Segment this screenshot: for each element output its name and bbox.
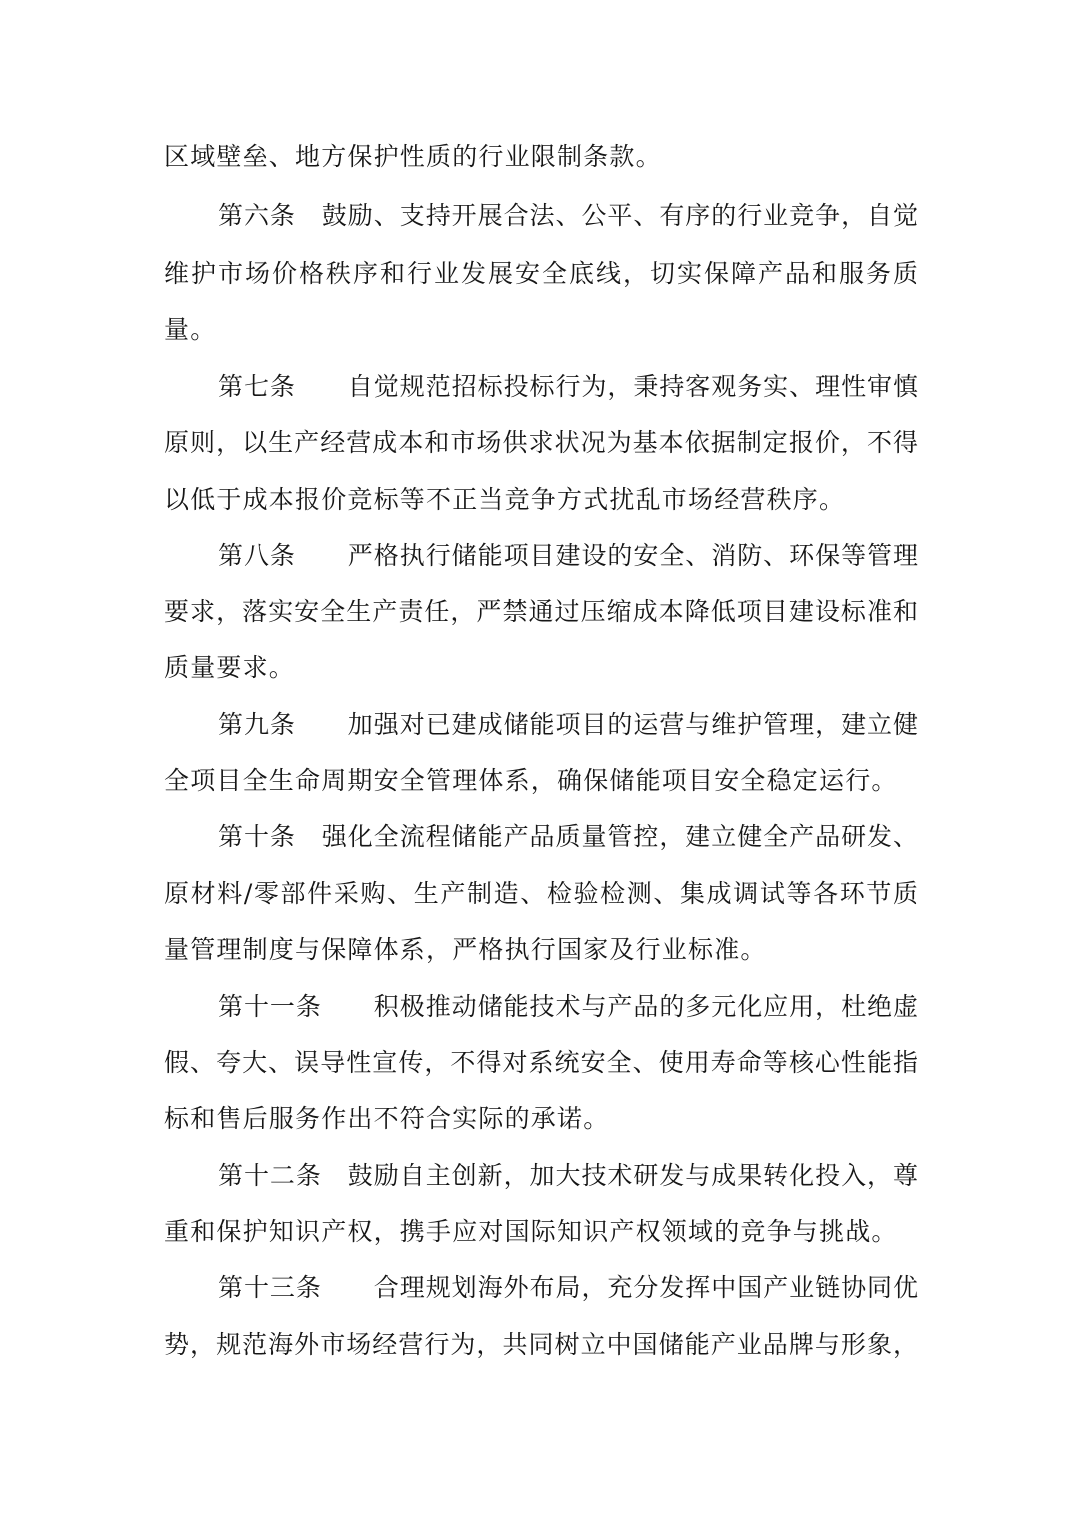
article-10-heading-line: 第十条 强化全流程储能产品质量管控，建立健全产品研发、: [218, 822, 918, 851]
text-line: 标和售后服务作出不符合实际的承诺。: [164, 1104, 610, 1133]
text-line: 质量要求。: [164, 653, 296, 682]
text-line: 要求，落实安全生产责任，严禁通过压缩成本降低项目建设标准和: [164, 597, 918, 626]
text-line: 重和保护知识产权，携手应对国际知识产权领域的竞争与挑战。: [164, 1217, 898, 1246]
text-line: 原材料/零部件采购、生产制造、检验检测、集成调试等各环节质: [164, 879, 918, 908]
text-line: 维护市场价格秩序和行业发展安全底线，切实保障产品和服务质: [164, 259, 918, 288]
article-12-heading-line: 第十二条 鼓励自主创新，加大技术研发与成果转化投入，尊: [218, 1161, 918, 1190]
text-line: 量管理制度与保障体系，严格执行国家及行业标准。: [164, 935, 767, 964]
text-line: 以低于成本报价竞标等不正当竞争方式扰乱市场经营秩序。: [164, 485, 846, 514]
article-13-heading-line: 第十三条 合理规划海外布局，充分发挥中国产业链协同优: [218, 1273, 918, 1302]
text-line: 假、夸大、误导性宣传，不得对系统安全、使用寿命等核心性能指: [164, 1048, 918, 1077]
text-line: 全项目全生命周期安全管理体系，确保储能项目安全稳定运行。: [164, 766, 898, 795]
text-line: 势，规范海外市场经营行为，共同树立中国储能产业品牌与形象，: [164, 1330, 918, 1359]
article-6-heading-line: 第六条 鼓励、支持开展合法、公平、有序的行业竞争，自觉: [218, 201, 918, 230]
article-8-heading-line: 第八条 严格执行储能项目建设的安全、消防、环保等管理: [218, 541, 918, 570]
text-line: 原则，以生产经营成本和市场供求状况为基本依据制定报价，不得: [164, 428, 918, 457]
text-line: 区域壁垒、地方保护性质的行业限制条款。: [164, 142, 662, 171]
article-9-heading-line: 第九条 加强对已建成储能项目的运营与维护管理，建立健: [218, 710, 918, 739]
text-line: 量。: [164, 315, 217, 344]
article-7-heading-line: 第七条 自觉规范招标投标行为，秉持客观务实、理性审慎: [218, 372, 918, 401]
article-11-heading-line: 第十一条 积极推动储能技术与产品的多元化应用，杜绝虚: [218, 992, 918, 1021]
